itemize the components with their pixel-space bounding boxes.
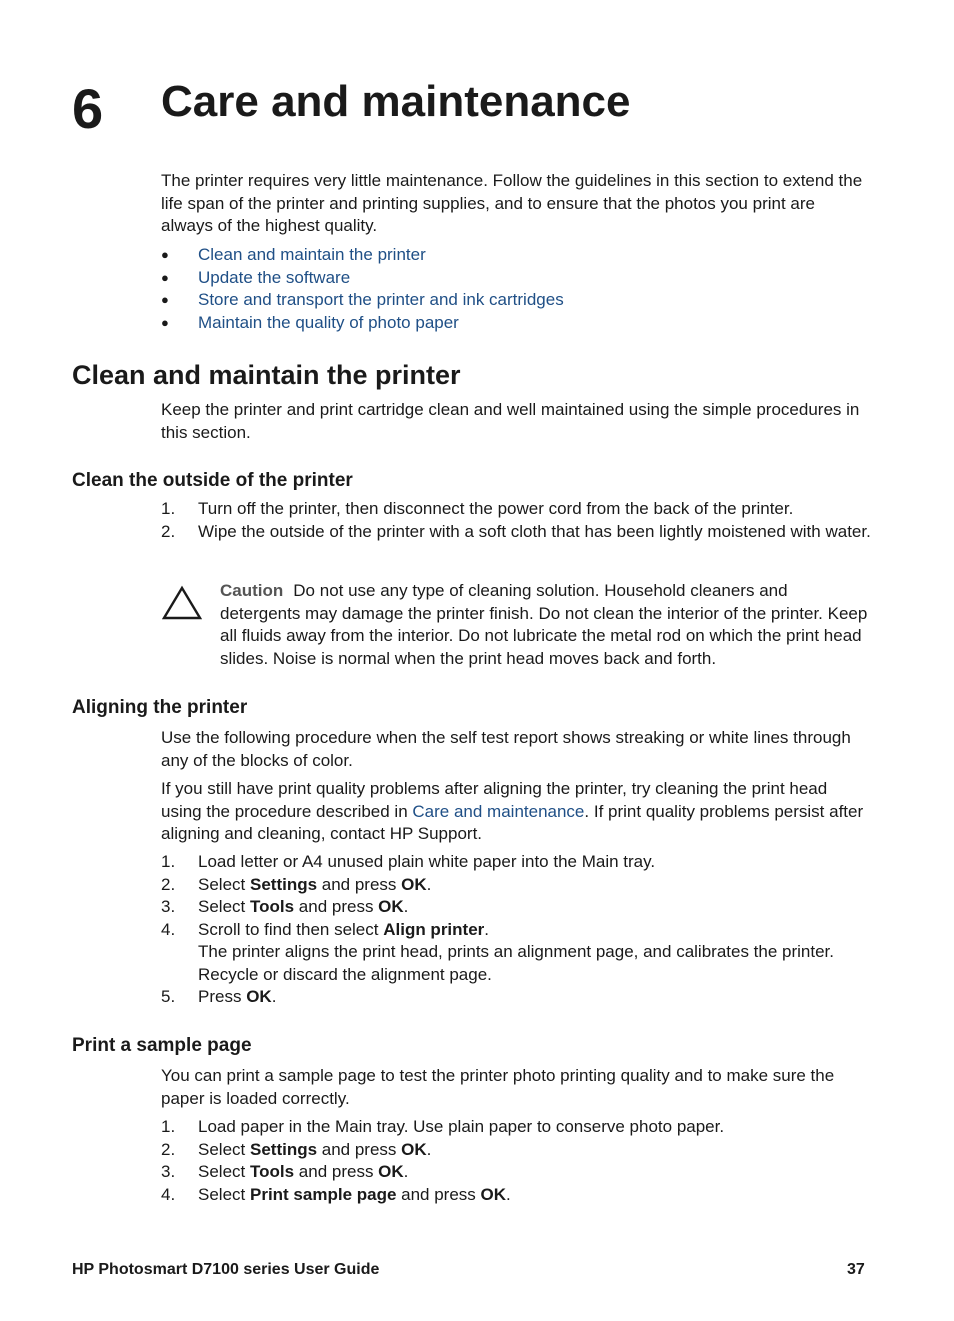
chapter-number: 6 [72, 77, 104, 140]
button-term: OK [378, 1162, 404, 1181]
bullet-icon: ● [161, 314, 169, 330]
step-number: 2. [161, 1139, 176, 1159]
subheading-clean-outside: Clean the outside of the printer [72, 470, 353, 491]
menu-term: Print sample page [249, 1184, 397, 1204]
step-number: 4. [161, 919, 176, 939]
caution-label: Caution [220, 581, 284, 600]
chapter-title: Care and maintenance [161, 77, 631, 126]
intro-paragraph: The printer requires very little maintenance. Follow the guidelines in this section to extend the life span of the printer and printing supplies, and to ensure that the photos you print are always of the highest quality. [161, 171, 863, 235]
link-store-transport[interactable]: Store and transport the printer and ink cartridges [198, 290, 564, 309]
list-item [161, 521, 871, 544]
link-care-maintenance[interactable]: Care and maintenance [412, 801, 585, 821]
bullet-icon: ● [161, 292, 169, 307]
list-item [161, 1116, 871, 1139]
step-text: and press [317, 1139, 402, 1159]
link-clean-maintain[interactable]: Clean and maintain the printer [198, 245, 426, 264]
step-number: 2. [161, 521, 176, 541]
list-item [161, 1139, 871, 1162]
link-update-software[interactable]: Update the software [198, 267, 351, 287]
list-item [161, 244, 871, 267]
list-item [161, 896, 871, 919]
print-sample-paragraph: You can print a sample page to test the printer photo printing quality and to make sure the paper is loaded correctly. [161, 1066, 835, 1108]
step-text: . [403, 1162, 409, 1181]
step-text: Scroll to find then select [198, 919, 384, 939]
step-number: 1. [161, 852, 176, 871]
step-text: Select [198, 874, 250, 894]
step-text: Turn off the printer, then disconnect the power cord from the back of the printer. [198, 499, 794, 518]
step-number: 1. [161, 1117, 176, 1136]
paragraph-text: If you still have print quality problems after aligning the printer, try cleaning the print head using the procedure described in [161, 779, 828, 821]
menu-term: Settings [249, 874, 318, 894]
step-text: . [271, 987, 277, 1006]
list-item [161, 919, 871, 987]
menu-term: Tools [249, 1162, 295, 1181]
footer-guide-title: HP Photosmart D7100 series User Guide [72, 1261, 380, 1278]
step-number: 3. [161, 1162, 176, 1181]
step-text: and press [294, 1162, 379, 1181]
chapter-contents-list [161, 244, 871, 334]
step-number: 3. [161, 897, 176, 916]
step-number: 4. [161, 1184, 176, 1204]
caution-triangle-icon [162, 585, 202, 621]
step-text: . [506, 1184, 511, 1204]
button-term: OK [401, 1139, 427, 1159]
menu-term: Tools [249, 897, 295, 916]
step-number: 1. [161, 499, 176, 518]
step-text: Load letter or A4 unused plain white paper into the Main tray. [198, 852, 656, 871]
link-photo-paper[interactable]: Maintain the quality of photo paper [198, 312, 459, 332]
button-term: OK [246, 987, 272, 1006]
step-text: Select [198, 1184, 250, 1204]
step-text: Wipe the outside of the printer with a soft cloth that has been lightly moistened with water. [198, 521, 871, 541]
list-item [161, 851, 871, 874]
caution-text: Do not use any type of cleaning solution. Household cleaners and detergents may damage the printer finish. Do not clean the interior of the printer. Keep all fluids away from the interior. Do not lubricate the metal rod on which the print head slides. Noise is normal when the print head moves back and forth. [220, 581, 868, 668]
step-text: Select [198, 1139, 250, 1159]
button-term: OK [378, 897, 404, 916]
bullet-icon: ● [161, 269, 169, 285]
step-text: Press [198, 987, 247, 1006]
step-text: . [403, 897, 409, 916]
step-note: The printer aligns the print head, prints an alignment page, and calibrates the printer. Recycle or discard the alignment page. [198, 942, 834, 984]
menu-term: Align printer [383, 919, 485, 939]
button-term: OK [401, 874, 427, 894]
aligning-paragraph-2 [161, 778, 871, 846]
step-text: Select [198, 897, 250, 916]
aligning-steps [161, 851, 871, 1009]
list-item [161, 986, 871, 1009]
list-item [161, 874, 871, 897]
list-item [161, 289, 871, 312]
step-text: and press [396, 1184, 481, 1204]
step-text: Load paper in the Main tray. Use plain paper to conserve photo paper. [198, 1117, 725, 1136]
list-item [161, 1184, 871, 1207]
step-text: . [426, 1139, 432, 1159]
subheading-print-sample: Print a sample page [72, 1035, 252, 1056]
list-item [161, 267, 871, 290]
step-text: . [484, 919, 490, 939]
caution-note [220, 580, 870, 670]
step-text: and press [294, 897, 379, 916]
step-text: . [426, 874, 432, 894]
section-clean-text: Keep the printer and print cartridge clean and well maintained using the simple procedures in this section. [161, 400, 860, 442]
subheading-aligning: Aligning the printer [72, 697, 248, 718]
list-item [161, 1161, 871, 1184]
section-heading-clean: Clean and maintain the printer [72, 360, 461, 390]
step-text: and press [317, 874, 402, 894]
list-item [161, 312, 871, 335]
list-item [161, 498, 871, 521]
bullet-icon: ● [161, 247, 169, 262]
clean-outside-steps [161, 498, 871, 543]
paragraph-text: . If print quality problems persist after aligning and cleaning, contact HP Support. [161, 801, 864, 843]
step-number: 5. [161, 987, 176, 1006]
print-sample-steps [161, 1116, 871, 1206]
page-number: 37 [847, 1261, 865, 1278]
step-text: Select [198, 1162, 250, 1181]
button-term: OK [480, 1184, 507, 1204]
menu-term: Settings [249, 1139, 318, 1159]
step-number: 2. [161, 874, 176, 894]
aligning-paragraph-1: Use the following procedure when the self test report shows streaking or white lines through any of the blocks of color. [161, 728, 851, 770]
